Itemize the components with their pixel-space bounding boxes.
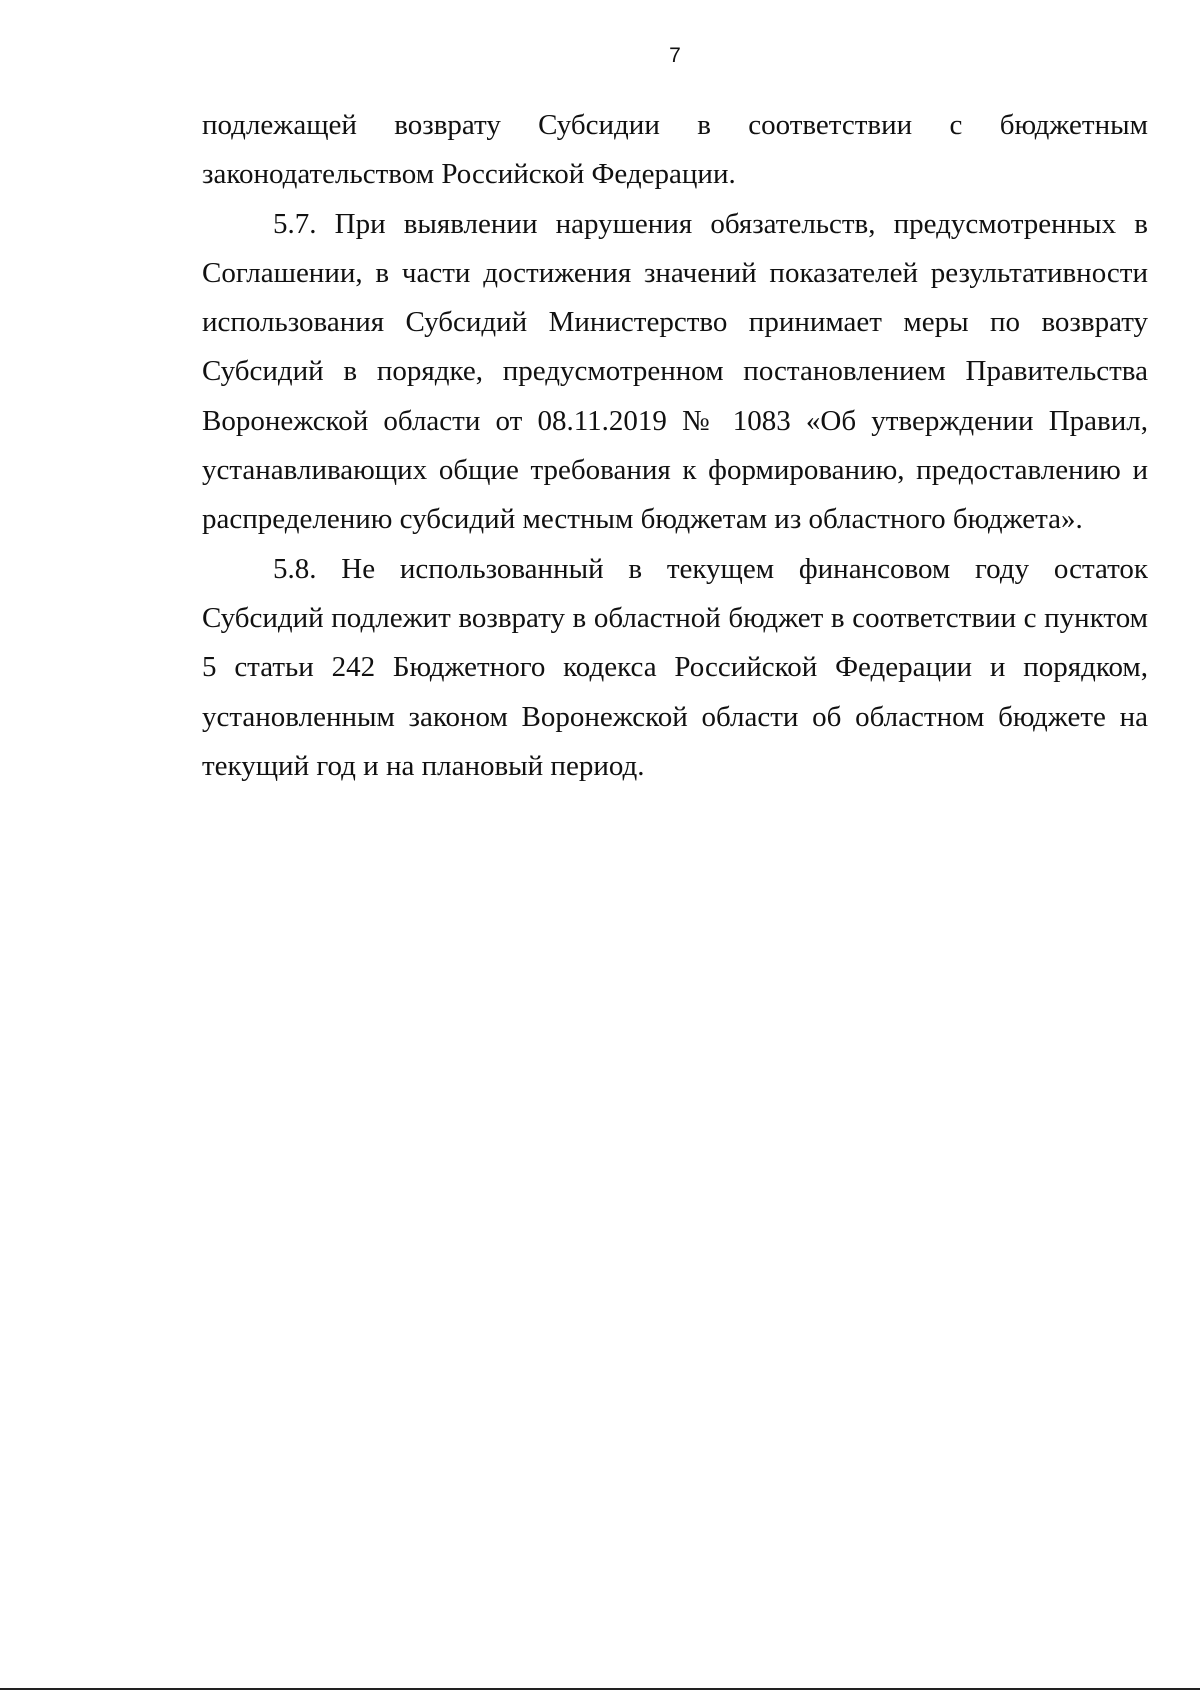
- bottom-border-line: [0, 1688, 1200, 1690]
- word: бюджетным: [999, 109, 1148, 141]
- word: с: [949, 109, 963, 141]
- continuation-first-line: [202, 101, 1148, 150]
- paragraph-5-8: 5.8. Не использованный в текущем финансовом году остаток Субсидий подлежит возврату в областной бюджет в соответствии с пунктом 5 статьи 242 Бюджетного кодекса Российской Федерации и порядком, установленным законом Воронежской области об областном бюджете на текущий год и на плановый период.: [202, 552, 1148, 782]
- word: соответствии: [748, 109, 913, 141]
- word: Субсидии: [538, 109, 660, 141]
- continuation-tail: законодательством Российской Федерации.: [202, 158, 736, 191]
- word: в: [697, 109, 711, 141]
- paragraph-5-7: 5.7. При выявлении нарушения обязательств, предусмотренных в Соглашении, в части достижения значений показателей результативности использования Субсидий Министерство принимает меры по возврату Субсидий в порядке, предусмотренном постановлением Правительства Воронежской области от 08.11.2019 № 1083 «Об утверждении Правил, устанавливающих общие требования к формированию, предоставлению и распределению субсидий местным бюджетам из областного бюджета».: [202, 207, 1148, 536]
- word: подлежащей: [202, 109, 357, 141]
- page-number: 7: [669, 44, 681, 67]
- word: возврату: [394, 109, 501, 141]
- document-body: [202, 101, 1148, 791]
